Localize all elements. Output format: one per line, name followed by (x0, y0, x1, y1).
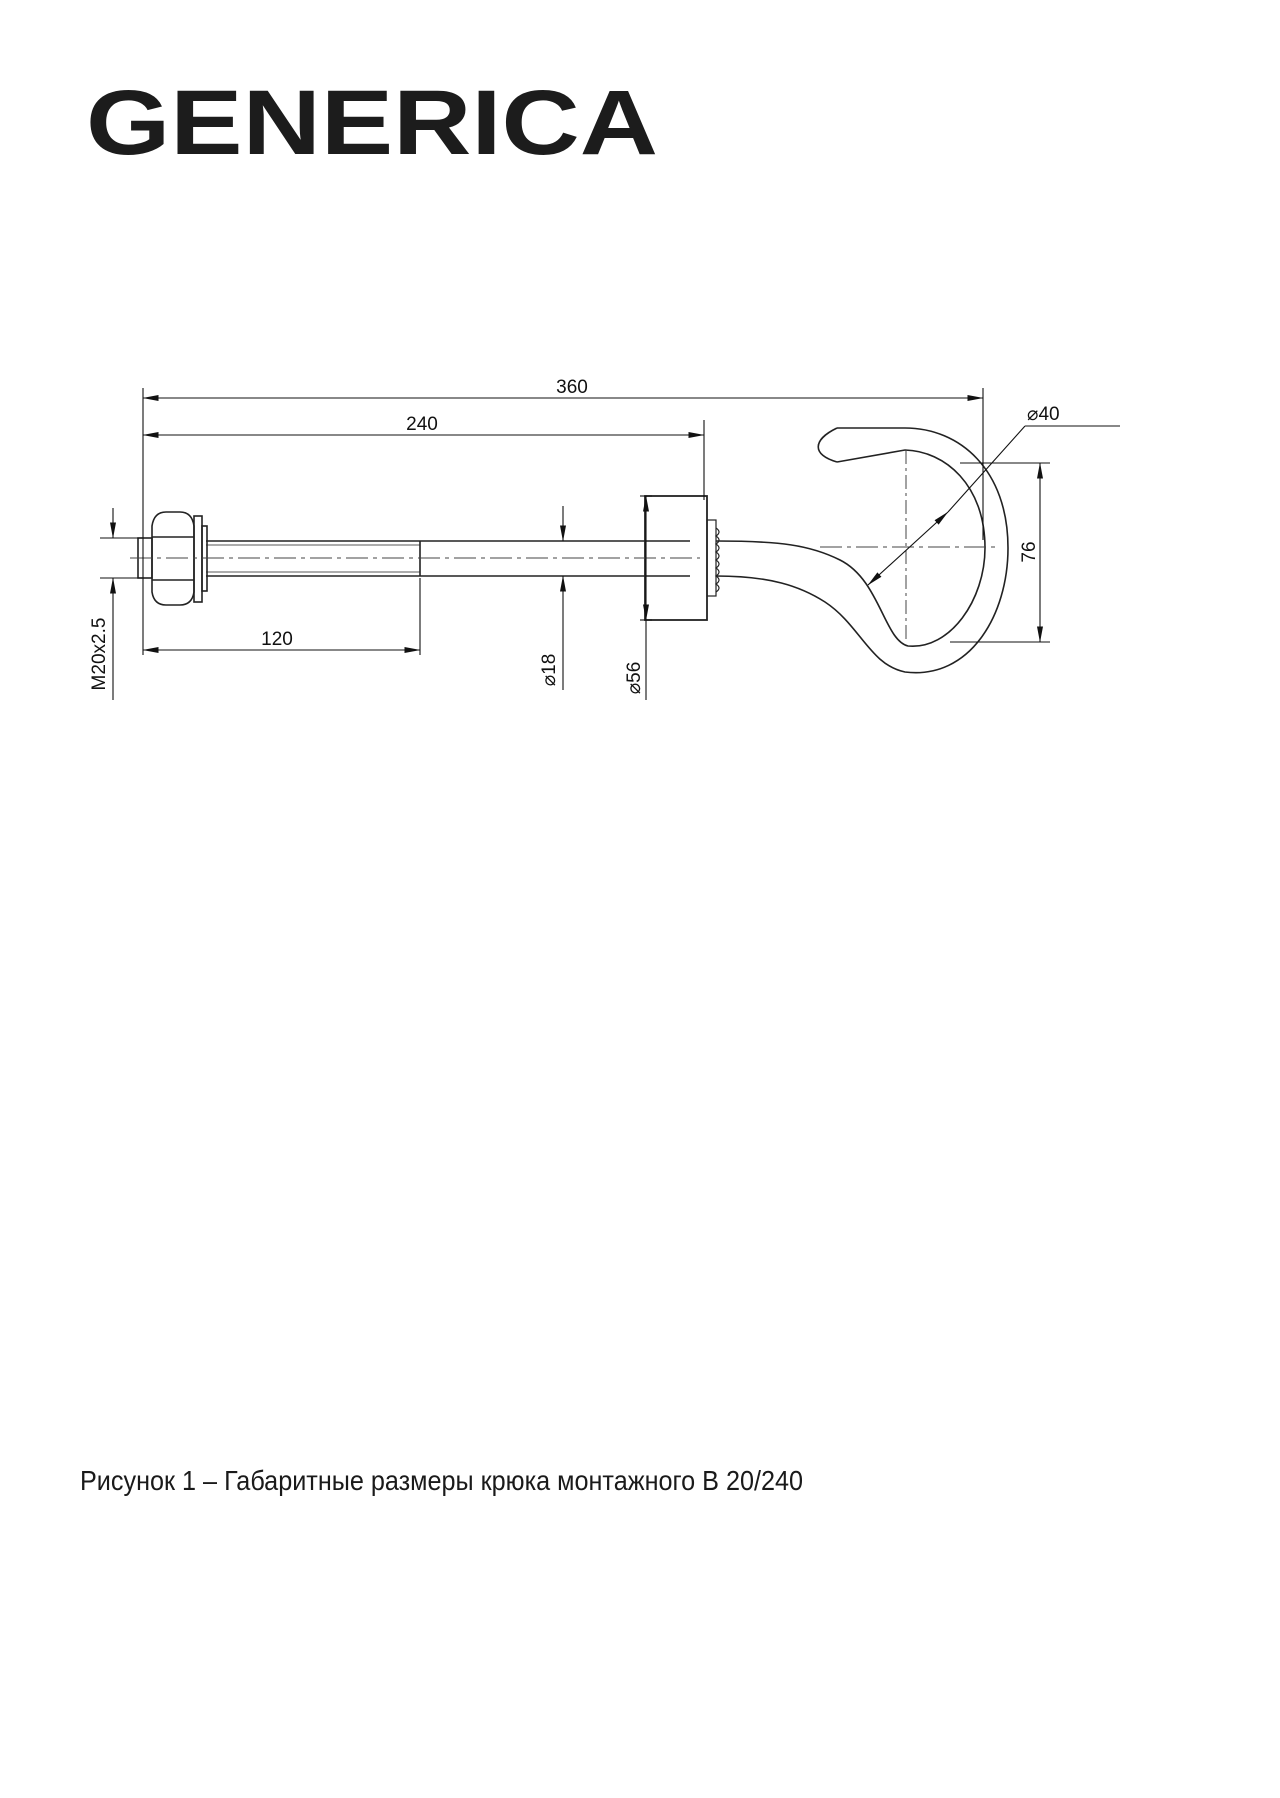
dim-text-18: ⌀18 (539, 653, 560, 687)
dim-leader-40 (868, 512, 948, 585)
dim-text-56: ⌀56 (624, 661, 645, 695)
dim-text-40: ⌀40 (1027, 404, 1060, 425)
dim-text-360: 360 (556, 377, 588, 398)
hook-outer (716, 450, 985, 646)
dim-text-240: 240 (406, 414, 438, 435)
brand-logo-text: GENERICA (86, 76, 658, 172)
dim-text-120: 120 (261, 629, 293, 650)
dim-text-thread: M20x2.5 (89, 617, 110, 691)
figure-caption: Рисунок 1 – Габаритные размеры крюка монтажного В 20/240 (80, 1465, 804, 1496)
nut-washer (194, 516, 202, 602)
hook-end-cap (818, 428, 837, 462)
washer-seal (707, 520, 716, 596)
dim-text-76: 76 (1019, 541, 1040, 563)
hook-inner (716, 428, 1008, 673)
